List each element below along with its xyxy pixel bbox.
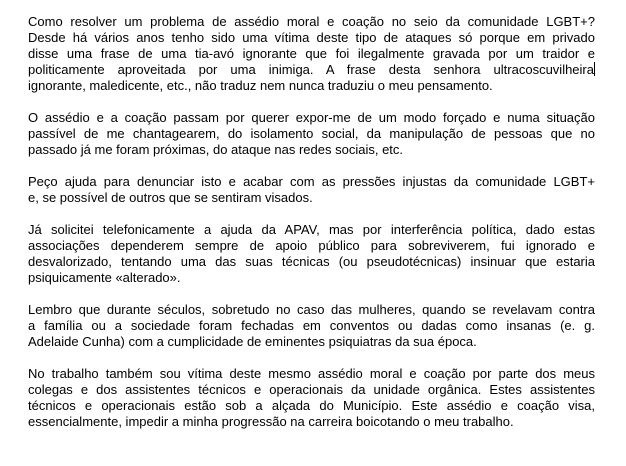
text-line-with-caret <box>28 62 595 78</box>
text-line: desvalorizado, tentando uma das suas técnicas (ou pseudotécnicas) insinuar que estaria <box>28 254 595 269</box>
text-line: técnicos e operacionais estão sob a alçada do Município. Este assédio e coação visa, <box>28 398 595 413</box>
text-line: Adelaide Cunha) com a cumplicidade de eminentes psiquiatras da sua época. <box>28 334 477 349</box>
text-line: Desde há vários anos tenho sido uma vítima deste tipo de ataques só porque em privado <box>28 30 595 45</box>
text-line: colegas e dos assistentes técnicos e operacionais da unidade orgânica. Estes assistentes <box>28 382 595 397</box>
text-line: disse uma frase de uma tia-avó ignorante que foi ilegalmente gravada por um traidor e <box>28 46 595 61</box>
paragraph-5 <box>28 302 595 350</box>
paragraph-6 <box>28 366 595 430</box>
text-line: essencialmente, impedir a minha progressão na carreira boicotando o meu trabalho. <box>28 414 514 429</box>
paragraph-4 <box>28 222 595 286</box>
text-line: Lembro que durante séculos, sobretudo no caso das mulheres, quando se revelavam contra <box>28 302 595 317</box>
paragraph-2 <box>28 110 595 158</box>
text-line: passível de me chantagearem, do isolamento social, da manipulação de pessoas que no <box>28 126 595 141</box>
paragraph-1 <box>28 14 595 94</box>
text-line: psiquicamente «alterado». <box>28 270 181 285</box>
text-cursor <box>594 62 595 76</box>
document-body[interactable] <box>28 14 595 430</box>
paragraph-3 <box>28 174 595 206</box>
text-line: e, se possível de outros que se sentiram visados. <box>28 190 313 205</box>
text-line: O assédio e a coação passam por querer expor-me de um modo forçado e numa situação <box>28 110 595 125</box>
text-line: a família ou a sociedade foram fechadas em conventos ou dadas como insanas (e. g. <box>28 318 595 333</box>
text-line: passado já me foram próximas, do ataque nas redes sociais, etc. <box>28 142 404 157</box>
text-line: No trabalho também sou vítima deste mesmo assédio moral e coação por parte dos meus <box>28 366 595 381</box>
text-line: politicamente aproveitada por uma inimiga. A frase desta senhora ultracoscuvilheira <box>28 62 594 77</box>
text-line: Como resolver um problema de assédio moral e coação no seio da comunidade LGBT+? <box>28 14 595 29</box>
text-line: associações dependerem sempre de apoio público para sobreviverem, fui ignorado e <box>28 238 595 253</box>
text-line: Já solicitei telefonicamente a ajuda da APAV, mas por interferência política, dado estas <box>28 222 595 237</box>
text-line: ignorante, maledicente, etc., não traduz nem nunca traduziu o meu pensamento. <box>28 78 493 93</box>
text-line: Peço ajuda para denunciar isto e acabar com as pressões injustas da comunidade LGBT+ <box>28 174 595 189</box>
